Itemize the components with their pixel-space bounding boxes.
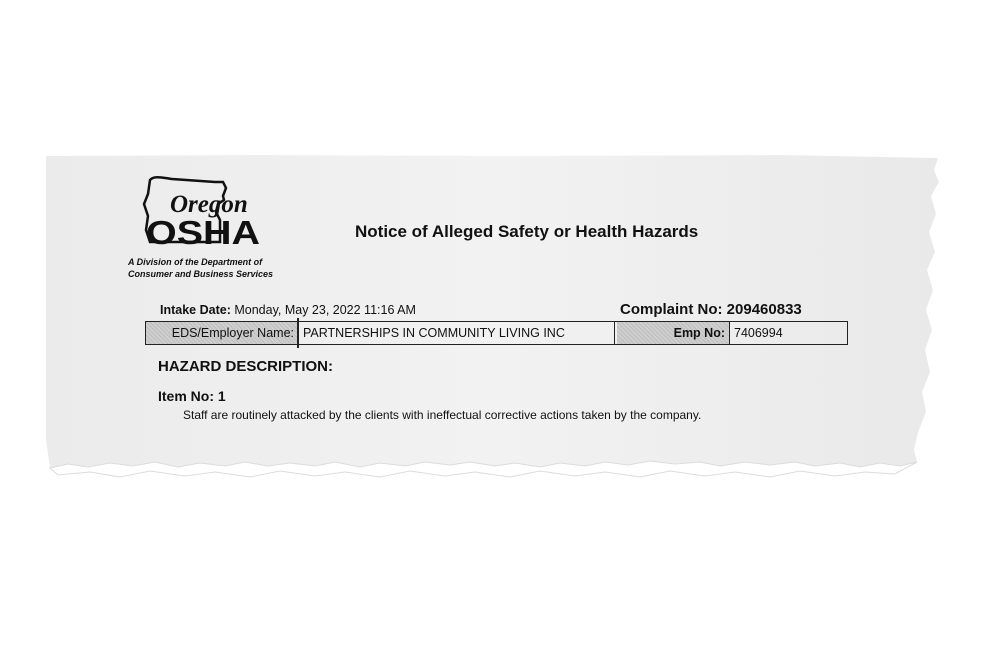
complaint-label: Complaint No: — [620, 301, 723, 318]
employer-name-value: PARTNERSHIPS IN COMMUNITY LIVING INC — [303, 326, 565, 340]
emp-no-label-cell — [617, 322, 729, 344]
employer-name-value-cell — [303, 322, 603, 344]
item-description: Staff are routinely attacked by the clients with ineffectual corrective actions taken by the company. — [183, 408, 702, 422]
employer-name-label: EDS/Employer Name: — [171, 326, 294, 340]
employer-row — [145, 321, 848, 345]
svg-text:OSHA: OSHA — [146, 214, 260, 251]
logo-tagline — [128, 256, 288, 280]
tagline-line-2: Consumer and Business Services — [128, 269, 274, 279]
field-divider — [297, 318, 299, 348]
complaint-number — [620, 301, 802, 318]
tagline-line-1: A Division of the Department of — [128, 257, 263, 267]
complaint-value: 209460833 — [726, 301, 802, 318]
emp-no-label: Emp No: — [673, 326, 725, 340]
document-title: Notice of Alleged Safety or Health Hazards — [355, 222, 699, 241]
emp-no-value-cell — [729, 322, 849, 344]
hazard-description-heading: HAZARD DESCRIPTION: — [158, 358, 333, 375]
item-value: 1 — [217, 388, 226, 404]
emp-no-value: 7406994 — [734, 326, 783, 340]
item-label: Item No: — [158, 388, 214, 404]
svg-text:Oregon: Oregon — [170, 191, 248, 218]
employer-name-label-cell — [146, 322, 297, 344]
intake-date-label: Intake Date: — [160, 303, 231, 317]
intake-date — [160, 303, 416, 317]
item-number — [158, 388, 226, 404]
intake-date-value: Monday, May 23, 2022 11:16 AM — [234, 303, 416, 317]
